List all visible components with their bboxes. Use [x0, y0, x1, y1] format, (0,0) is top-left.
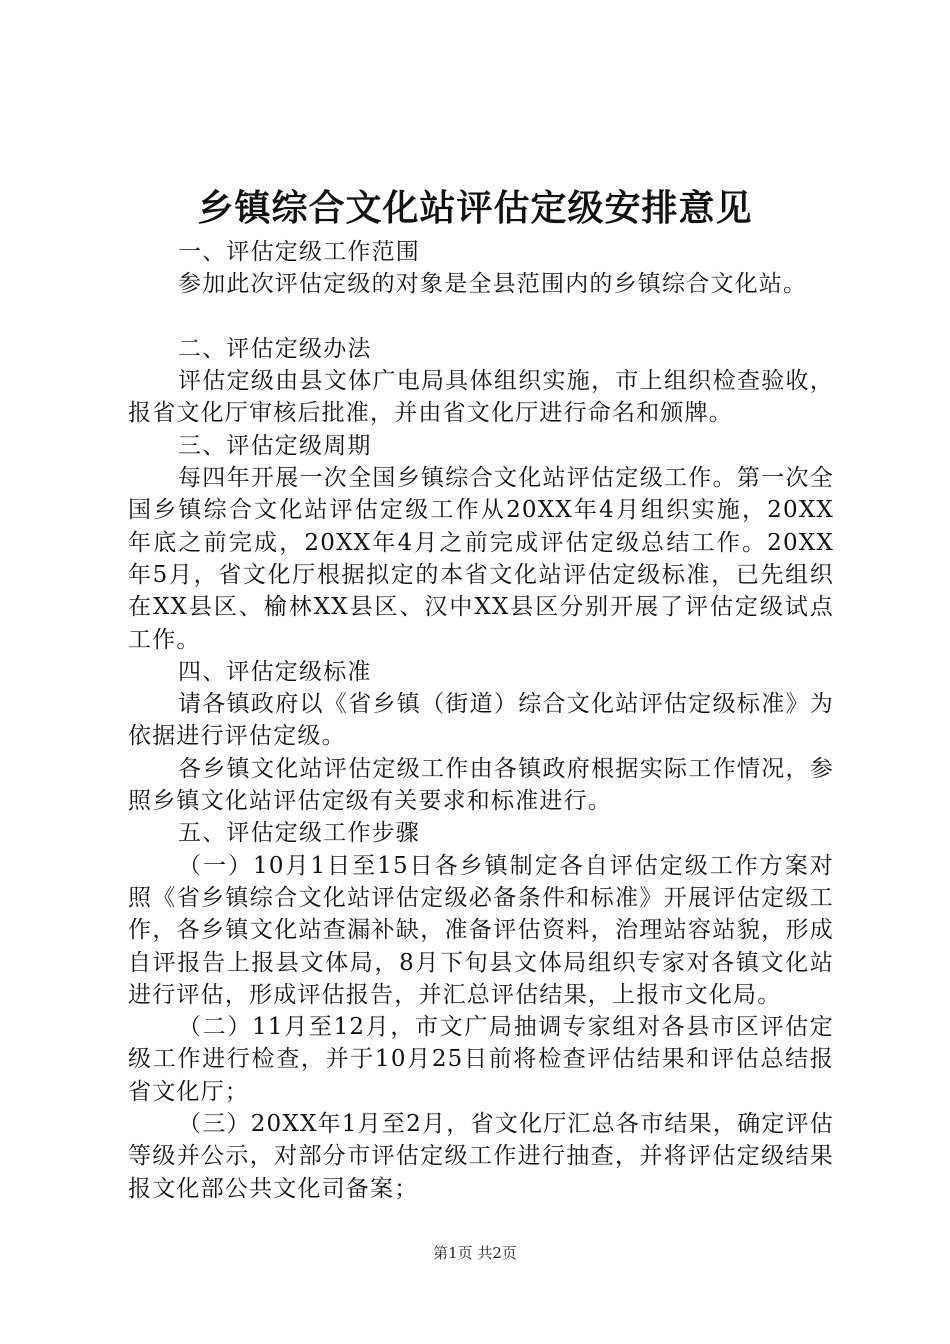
- section-heading-1: 一、评估定级工作范围: [178, 239, 420, 265]
- paragraph-cycle: 每四年开展一次全国乡镇综合文化站评估定级工作。第一次全国乡镇综合文化站评估定级工作从20XX年4月组织实施，20XX年底之前完成，20XX年4月之前完成评估定级总结工作。20XX年5月，省文化厅根据拟定的本省文化站评估定级标准，已先组织在XX县区、榆林XX县区、汉中XX县区分别开展了评估定级试点工作。: [128, 465, 834, 653]
- paragraph-standard-2: 各乡镇文化站评估定级工作由各镇政府根据实际工作情况，参照乡镇文化站评估定级有关要求和标准进行。: [128, 755, 834, 815]
- document-body: [128, 236, 834, 1205]
- paragraph-step-1: （一）10月1日至15日各乡镇制定各自评估定级工作方案对照《省乡镇综合文化站评估定级必备条件和标准》开展评估定级工作，各乡镇文化站查漏补缺，准备评估资料，治理站容站貌，形成自评报告上报县文体局，8月下旬县文体局组织专家对各镇文化站进行评估，形成评估报告，并汇总评估结果，上报市文化局。: [128, 852, 834, 1008]
- section-heading-2: 二、评估定级办法: [178, 335, 372, 362]
- document-title: 乡镇综合文化站评估定级安排意见: [197, 187, 753, 229]
- section-heading-5: 五、评估定级工作步骤: [178, 820, 420, 847]
- section-heading-4: 四、评估定级标准: [178, 658, 372, 685]
- paragraph-method: 评估定级由县文体广电局具体组织实施，市上组织检查验收，报省文化厅审核后批准，并由省文化厅进行命名和颁牌。: [128, 368, 834, 427]
- paragraph-scope: 参加此次评估定级的对象是全县范围内的乡镇综合文化站。: [178, 271, 808, 298]
- section-heading-3: 三、评估定级周期: [178, 432, 372, 459]
- paragraph-step-3: （三）20XX年1月至2月，省文化厅汇总各市结果，确定评估等级并公示，对部分市评估定级工作进行抽查，并将评估定级结果报文化部公共文化司备案；: [128, 1111, 834, 1202]
- paragraph-standard-1: 请各镇政府以《省乡镇（街道）综合文化站评估定级标准》为依据进行评估定级。: [128, 691, 834, 750]
- blank-line: [128, 301, 834, 333]
- page-footer: 第1页 共2页: [433, 1244, 517, 1262]
- paragraph-step-2: （二）11月至12月，市文广局抽调专家组对各县市区评估定级工作进行检查，并于10月25日前将检查评估结果和评估总结报省文化厅；: [128, 1014, 834, 1105]
